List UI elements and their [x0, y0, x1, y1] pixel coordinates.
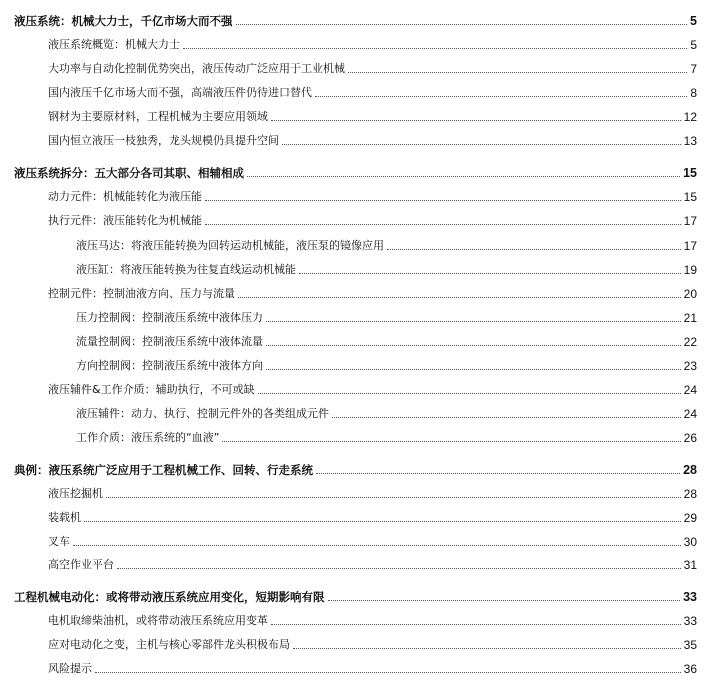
dot-leader [236, 24, 688, 25]
toc-entry-title: 压力控制阀：控制液压系统中液体压力 [76, 311, 263, 324]
toc-entry-level3[interactable] [76, 426, 697, 446]
dot-leader [266, 321, 681, 322]
toc-entry-level2[interactable] [48, 57, 697, 77]
dot-leader [282, 144, 681, 145]
toc-entry-title: 装载机 [48, 511, 81, 524]
toc-entry-level2[interactable] [48, 506, 697, 526]
dot-leader [271, 120, 681, 121]
toc-entry-level2[interactable] [48, 482, 697, 502]
toc-entry-title: 叉车 [48, 535, 70, 548]
toc-entry-page: 15 [683, 166, 697, 180]
dot-leader [293, 648, 681, 649]
toc-entry-title: 液压系统拆分：五大部分各司其职、相辅相成 [14, 166, 244, 180]
dot-leader [266, 345, 681, 346]
toc-entry-title: 工程机械电动化：或将带动液压系统应用变化，短期影响有限 [14, 590, 325, 604]
dot-leader [84, 521, 681, 522]
toc-entry-page: 12 [683, 110, 697, 124]
toc-entry-title: 国内液压千亿市场大而不强，高端液压件仍待进口替代 [48, 86, 312, 99]
toc-entry-page: 24 [683, 407, 697, 421]
toc-entry-level1[interactable] [14, 458, 697, 478]
toc-entry-level2[interactable] [48, 633, 697, 653]
toc-entry-level3[interactable] [76, 306, 697, 326]
dot-leader [258, 393, 681, 394]
dot-leader [117, 568, 681, 569]
toc-entry-level2[interactable] [48, 378, 697, 398]
toc-entry-page: 21 [683, 311, 697, 325]
toc-entry-page: 36 [683, 662, 697, 676]
dot-leader [238, 297, 681, 298]
dot-leader [271, 624, 681, 625]
toc-entry-page: 28 [683, 487, 697, 501]
toc-entry-title: 方向控制阀：控制液压系统中液体方向 [76, 359, 263, 372]
dot-leader [205, 200, 681, 201]
dot-leader [315, 96, 687, 97]
toc-entry-title: 液压系统概览：机械大力士 [48, 38, 180, 51]
toc-entry-level3[interactable] [76, 258, 697, 278]
dot-leader [316, 473, 680, 474]
toc-entry-level2[interactable] [48, 657, 697, 677]
toc-entry-level3[interactable] [76, 234, 697, 254]
toc-entry-level2[interactable] [48, 282, 697, 302]
toc-entry-title: 液压辅件：动力、执行、控制元件外的各类组成元件 [76, 407, 329, 420]
toc-entry-title: 液压缸：将液压能转换为往复直线运动机械能 [76, 263, 296, 276]
toc-entry-page: 8 [690, 86, 697, 100]
toc-entry-page: 20 [683, 287, 697, 301]
dot-leader [205, 224, 681, 225]
toc-entry-page: 33 [683, 614, 697, 628]
toc-entry-page: 26 [683, 431, 697, 445]
toc-entry-title: 工作介质：液压系统的“血液” [76, 431, 220, 444]
toc-entry-page: 30 [683, 535, 697, 549]
toc-entry-page: 7 [690, 62, 697, 76]
toc-entry-title: 钢材为主要原材料，工程机械为主要应用领域 [48, 110, 268, 123]
toc-entry-level1[interactable] [14, 585, 697, 605]
toc-entry-page: 17 [683, 214, 697, 228]
toc-entry-page: 19 [683, 263, 697, 277]
toc-entry-page: 28 [683, 463, 697, 477]
dot-leader [328, 600, 681, 601]
dot-leader [348, 72, 687, 73]
toc-entry-page: 33 [683, 590, 697, 604]
dot-leader [247, 176, 680, 177]
toc-entry-level2[interactable] [48, 81, 697, 101]
dot-leader [266, 369, 681, 370]
toc-entry-level3[interactable] [76, 402, 697, 422]
toc-entry-title: 液压马达：将液压能转换为回转运动机械能，液压泵的镜像应用 [76, 239, 384, 252]
toc-entry-page: 23 [683, 359, 697, 373]
toc-entry-title: 电机取缔柴油机，或将带动液压系统应用变革 [48, 614, 268, 627]
toc-entry-level2[interactable] [48, 105, 697, 125]
toc-entry-title: 国内恒立液压一枝独秀，龙头规模仍具提升空间 [48, 134, 279, 147]
toc-entry-title: 风险提示 [48, 662, 92, 675]
toc-entry-level1[interactable] [14, 161, 697, 181]
toc-entry-title: 控制元件：控制油液方向、压力与流量 [48, 287, 235, 300]
toc-entry-title: 执行元件：液压能转化为机械能 [48, 214, 202, 227]
toc-entry-level2[interactable] [48, 530, 697, 550]
toc-entry-page: 5 [690, 14, 697, 28]
toc-entry-page: 17 [683, 239, 697, 253]
toc-entry-title: 流量控制阀：控制液压系统中液体流量 [76, 335, 263, 348]
toc-entry-page: 24 [683, 383, 697, 397]
toc-entry-level2[interactable] [48, 185, 697, 205]
toc-entry-page: 35 [683, 638, 697, 652]
toc-entry-level2[interactable] [48, 553, 697, 573]
toc-entry-page: 31 [683, 558, 697, 572]
toc-entry-title: 典例：液压系统广泛应用于工程机械工作、回转、行走系统 [14, 463, 313, 477]
toc-entry-level1[interactable] [14, 9, 697, 29]
toc-entry-level2[interactable] [48, 209, 697, 229]
dot-leader [106, 497, 681, 498]
toc-entry-page: 13 [683, 134, 697, 148]
toc-entry-level2[interactable] [48, 33, 697, 53]
dot-leader [332, 417, 681, 418]
toc-entry-title: 应对电动化之变，主机与核心零部件龙头积极布局 [48, 638, 290, 651]
toc-entry-level3[interactable] [76, 330, 697, 350]
dot-leader [183, 48, 687, 49]
toc-entry-title: 大功率与自动化控制优势突出，液压传动广泛应用于工业机械 [48, 62, 345, 75]
toc-entry-title: 动力元件：机械能转化为液压能 [48, 190, 202, 203]
toc-entry-page: 15 [683, 190, 697, 204]
dot-leader [387, 249, 681, 250]
toc-entry-title: 液压系统：机械大力士，千亿市场大而不强 [14, 14, 233, 28]
toc-entry-level3[interactable] [76, 354, 697, 374]
dot-leader [222, 441, 680, 442]
toc-entry-title: 高空作业平台 [48, 558, 114, 571]
toc-entry-level2[interactable] [48, 609, 697, 629]
toc-entry-page: 22 [683, 335, 697, 349]
toc-entry-level2[interactable] [48, 129, 697, 149]
dot-leader [73, 545, 681, 546]
dot-leader [299, 273, 681, 274]
toc-entry-title: 液压辅件&工作介质：辅助执行，不可或缺 [48, 383, 255, 396]
toc-entry-page: 29 [683, 511, 697, 525]
dot-leader [95, 672, 681, 673]
toc-entry-page: 5 [690, 38, 697, 52]
toc-entry-title: 液压挖掘机 [48, 487, 103, 500]
